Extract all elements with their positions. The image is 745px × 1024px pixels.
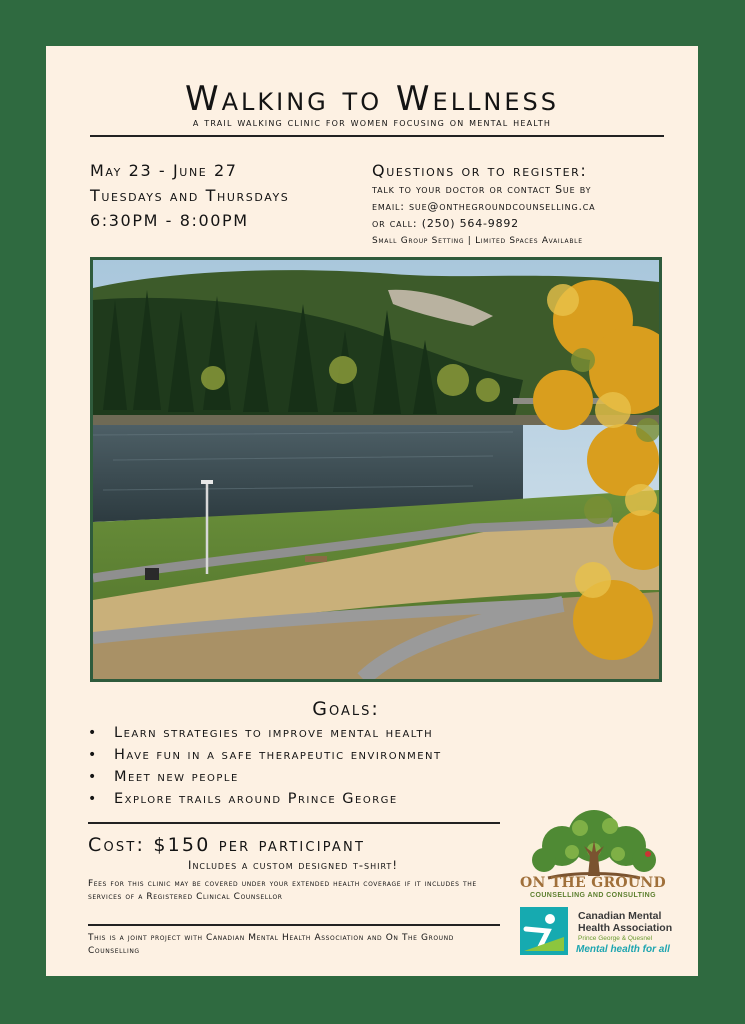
contact-phone[interactable]: or call: (250) 564-9892 <box>372 217 519 230</box>
cost-heading: Cost: $150 per participant <box>88 834 366 856</box>
contact-email[interactable]: email: sue@onthegroundcounselling.ca <box>372 200 596 213</box>
otg-logo-name: ON THE GROUND <box>520 875 666 891</box>
list-item <box>88 744 442 766</box>
contact-note: Small Group Setting | Limited Spaces Available <box>372 236 583 246</box>
goal-text: Learn strategies to improve mental health <box>114 725 434 741</box>
schedule-time: 6:30PM - 8:00PM <box>90 211 249 230</box>
goal-text: Explore trails around Prince George <box>114 791 398 807</box>
list-item <box>88 788 442 810</box>
list-item <box>88 722 442 744</box>
includes-text: Includes a custom designed t-shirt! <box>188 858 398 872</box>
list-item <box>88 766 442 788</box>
fees-text: Fees for this clinic may be covered under your extended health coverage if it includes the services of a Registered Clinical Counsellor <box>88 879 477 902</box>
cmha-logo-name <box>578 910 688 934</box>
cmha-logo-icon <box>520 907 568 955</box>
goal-text: Meet new people <box>114 769 239 785</box>
bullet-icon: • <box>88 791 98 807</box>
poster <box>46 46 698 976</box>
landscape-illustration <box>93 260 659 679</box>
cmha-name-text: Canadian Mental Health Association <box>578 910 673 934</box>
schedule-dates: May 23 - June 27 <box>90 161 238 180</box>
trail-river-photo <box>90 257 662 682</box>
contact-heading: Questions or to register: <box>372 161 588 180</box>
goals-list <box>88 722 442 810</box>
bullet-icon: • <box>88 769 98 785</box>
goals-heading: Goals: <box>312 698 380 720</box>
cmha-logo-location: Prince George & Quesnel <box>578 935 653 942</box>
schedule-days: Tuesdays and Thursdays <box>90 186 290 205</box>
schedule-block <box>90 158 289 233</box>
cmha-logo-tagline: Mental health for all <box>576 944 670 955</box>
poster-title: Walking to Wellness <box>184 79 560 119</box>
title-divider <box>90 135 664 137</box>
contact-line: talk to your doctor or contact Sue by <box>372 183 592 196</box>
bullet-icon: • <box>88 747 98 763</box>
joint-project-text: This is a joint project with Canadian Mental Health Association and On The Ground Counselling <box>88 933 454 956</box>
cost-divider <box>88 822 500 824</box>
goal-text: Have fun in a safe therapeutic environment <box>114 747 442 763</box>
poster-subtitle: a trail walking clinic for women focusing on mental health <box>192 116 552 129</box>
bullet-icon: • <box>88 725 98 741</box>
otg-logo-subtitle: COUNSELLING AND CONSULTING <box>530 892 656 899</box>
joint-divider <box>88 924 500 926</box>
cmha-figure-icon <box>520 907 568 955</box>
contact-block <box>372 160 595 250</box>
